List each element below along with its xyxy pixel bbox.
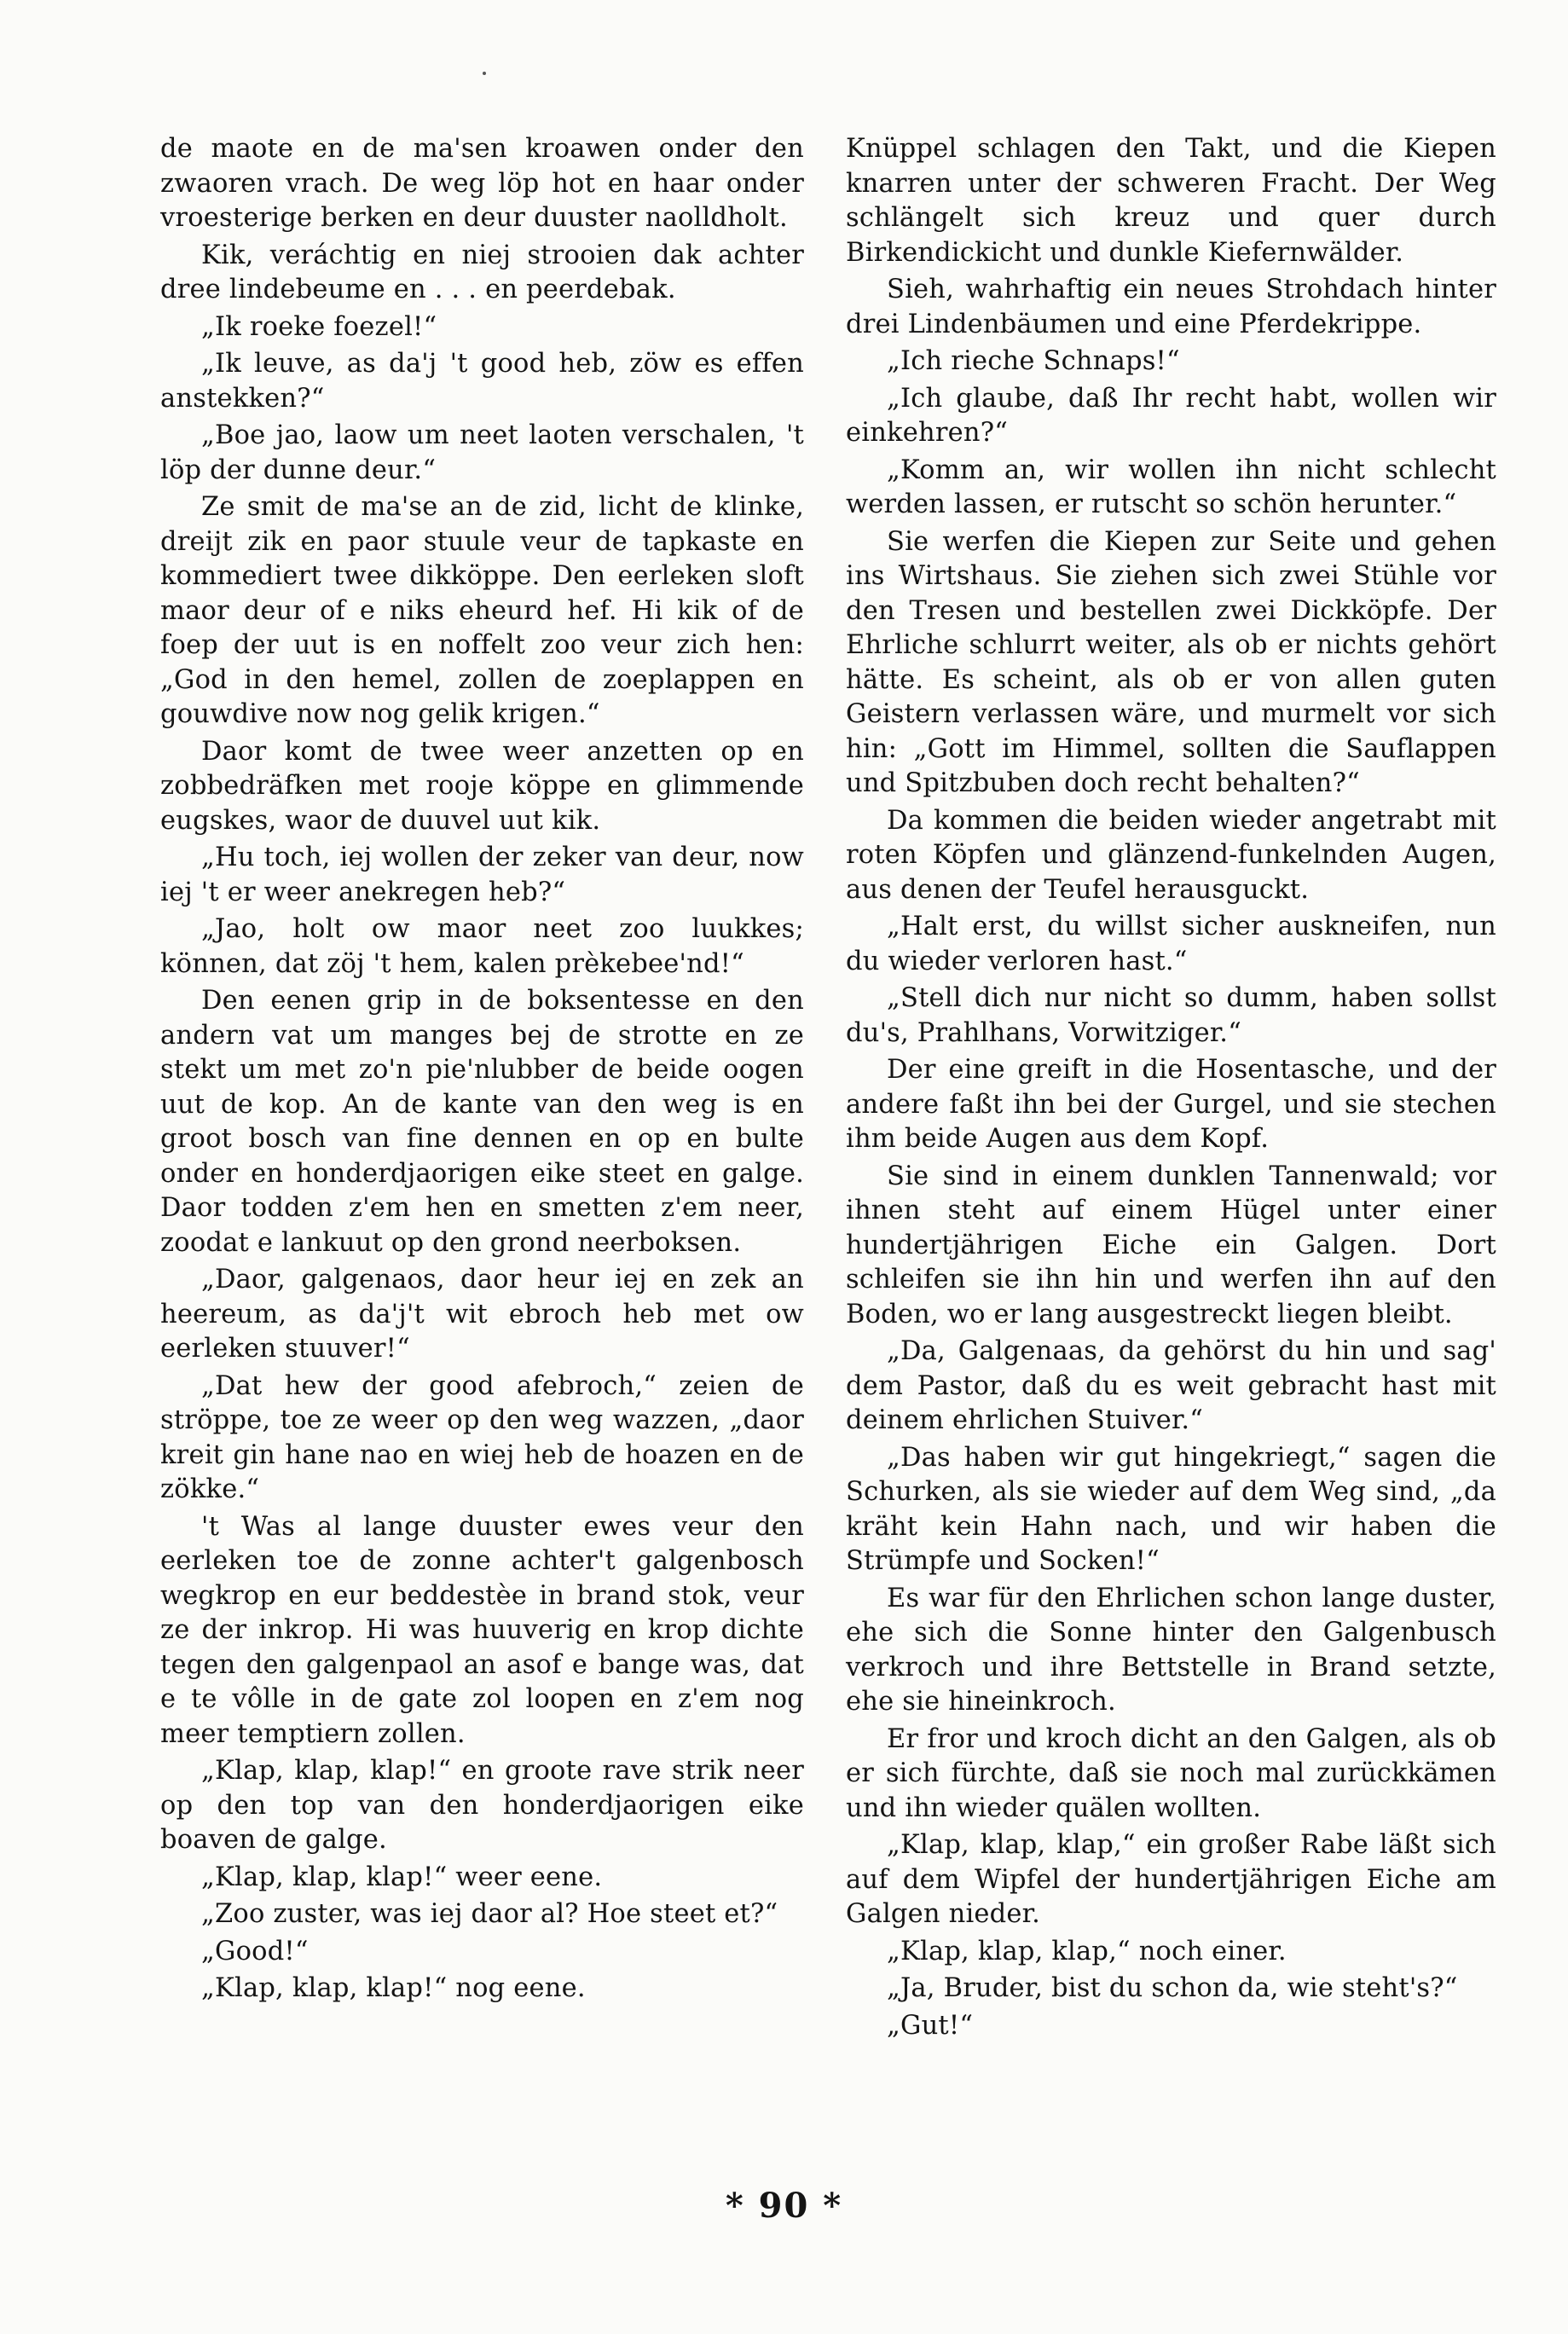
left-column-dialect-text <box>160 132 804 2009</box>
paragraph: Daor komt de twee weer anzetten op en zobbedräfken met rooje köppe en glimmende eugskes, waor de duuvel uut kik. <box>160 736 804 836</box>
paragraph: de maote en de ma'sen kroawen onder den zwaoren vrach. De weg löp hot en haar onder vroesterige berken en deur duuster naolldholt. <box>160 134 804 233</box>
paragraph: „Dat hew der good afebroch,“ zeien de ströppe, toe ze weer op den weg wazzen, „daor kreit gin hane nao en wiej heb de hoazen en de zökke.“ <box>160 1370 804 1504</box>
paragraph: „Hu toch, iej wollen der zeker van deur, now iej 't er weer anekregen heb?“ <box>160 843 804 907</box>
paragraph: „Klap, klap, klap,“ noch einer. <box>887 1936 1287 1966</box>
paragraph: Es war für den Ehrlichen schon lange duster, ehe sich die Sonne hinter den Galgenbusch verkroch und ihre Bettstelle in Brand setzte, ehe sie hineinkroch. <box>846 1583 1496 1717</box>
paragraph: Da kommen die beiden wieder angetrabt mit roten Köpfen und glänzend-funkelnden Augen, aus denen der Teufel herausguckt. <box>846 805 1496 905</box>
paragraph: „Klap, klap, klap!“ nog eene. <box>201 1973 586 2003</box>
paragraph: „Halt erst, du willst sicher auskneifen, nun du wieder verloren hast.“ <box>846 912 1496 976</box>
paragraph: „Komm an, wir wollen ihn nicht schlecht werden lassen, er rutscht so schön herunter.“ <box>846 455 1496 519</box>
paragraph: „Klap, klap, klap,“ ein großer Rabe läßt sich auf dem Wipfel der hundertjährigen Eiche am Galgen nieder. <box>846 1830 1496 1929</box>
paragraph: „Stell dich nur nicht so dumm, haben sollst du's, Prahlhans, Vorwitziger.“ <box>846 983 1496 1048</box>
right-column-german-text <box>846 132 1496 2046</box>
paragraph: 't Was al lange duuster ewes veur den eerleken toe de zonne achter't galgenbosch wegkrop en eur beddestèe in brand stok, veur ze der inkrop. Hi was huuverig en krop dichte tegen den galgenpaol an asof e bange was, dat e te vôlle in de gate zol loopen en z'em nog meer temptiern zollen. <box>160 1511 804 1749</box>
paragraph: „Ik roeke foezel!“ <box>201 311 437 342</box>
paragraph: Der eine greift in die Hosentasche, und der andere faßt ihn bei der Gurgel, und sie stechen ihm beide Augen aus dem Kopf. <box>846 1055 1496 1154</box>
paragraph: „Zoo zuster, was iej daor al? Hoe steet et?“ <box>201 1899 778 1929</box>
paragraph: „Good!“ <box>201 1936 309 1966</box>
paragraph: Kik, veráchtig en niej strooien dak achter dree lindebeume en . . . en peerdebak. <box>160 240 804 304</box>
page-number: * 90 * <box>725 2186 843 2226</box>
paragraph: Ze smit de ma'se an de zid, licht de klinke, dreijt zik en paor stuule veur de tapkaste en kommediert twee dikköppe. Den eerleken sloft maor deur of e niks eheurd hef. Hi kik of de foep der uut is en noffelt zoo veur zich hen: „God in den hemel, zollen de zoeplappen en gouwdive now nog gelik krigen.“ <box>160 492 804 729</box>
paragraph: „Da, Galgenaas, da gehörst du hin und sag' dem Pastor, daß du es weit gebracht hast mit deinem ehrlichen Stuiver.“ <box>846 1336 1496 1435</box>
paragraph: Den eenen grip in de boksentesse en den andern vat um manges bej de strotte en ze stekt um met zo'n pie'nlubber de beide oogen uut de kop. An de kante van den weg is en groot bosch van fine dennen en op en bulte onder en honderdjaorigen eike steet en galge. Daor todden z'em hen en smetten z'em neer, zoodat e lankuut op den grond neerboksen. <box>160 986 804 1258</box>
paragraph: „Ich rieche Schnaps!“ <box>887 346 1180 376</box>
paragraph: „Ik leuve, as da'j 't good heb, zöw es effen anstekken?“ <box>160 349 804 414</box>
paragraph: „Ich glaube, daß Ihr recht habt, wollen wir einkehren?“ <box>846 383 1496 448</box>
paragraph: „Gut!“ <box>887 2010 974 2041</box>
paragraph: Knüppel schlagen den Takt, und die Kiepen knarren unter der schweren Fracht. Der Weg schlängelt sich kreuz und quer durch Birkendickicht und dunkle Kiefernwälder. <box>846 134 1496 268</box>
paragraph: „Daor, galgenaos, daor heur iej en zek an heereum, as da'j't wit ebroch heb met ow eerleken stuuver!“ <box>160 1265 804 1364</box>
paragraph: Sieh, wahrhaftig ein neues Strohdach hinter drei Lindenbäumen und eine Pferdekrippe. <box>846 275 1496 339</box>
paragraph: „Das haben wir gut hingekriegt,“ sagen die Schurken, als sie wieder auf dem Weg sind, „da kräht kein Hahn nach, und wir haben die Strümpfe und Socken!“ <box>846 1442 1496 1576</box>
paragraph: Sie werfen die Kiepen zur Seite und gehen ins Wirtshaus. Sie ziehen sich zwei Stühle vor den Tresen und bestellen zwei Dickköpfe. Der Ehrliche schlurrt weiter, als ob er nichts gehört hätte. Es scheint, als ob er von allen guten Geistern verlassen wäre, und murmelt vor sich hin: „Gott im Himmel, sollten die Sauflappen und Spitzbuben doch recht behalten?“ <box>846 526 1496 798</box>
paragraph: „Klap, klap, klap!“ weer eene. <box>201 1862 603 1892</box>
paragraph: „Klap, klap, klap!“ en groote rave strik neer op den top van den honderdjaorigen eike boaven de galge. <box>160 1756 804 1855</box>
paragraph: Er fror und kroch dicht an den Galgen, als ob er sich fürchte, daß sie noch mal zurückkämen und ihn wieder quälen wollten. <box>846 1723 1496 1823</box>
paragraph: „Boe jao, laow um neet laoten verschalen, 't löp der dunne deur.“ <box>160 420 804 485</box>
paragraph: Sie sind in einem dunklen Tannenwald; vor ihnen steht auf einem Hügel unter einer hundertjährigen Eiche ein Galgen. Dort schleifen sie ihn hin und werfen ihn auf den Boden, wo er lang ausgestreckt liegen bleibt. <box>846 1161 1496 1329</box>
speck-mark <box>483 72 486 75</box>
paragraph: „Ja, Bruder, bist du schon da, wie steht's?“ <box>887 1973 1458 2003</box>
paragraph: „Jao, holt ow maor neet zoo luukkes; können, dat zöj 't hem, kalen prèkebee'nd!“ <box>160 914 804 979</box>
